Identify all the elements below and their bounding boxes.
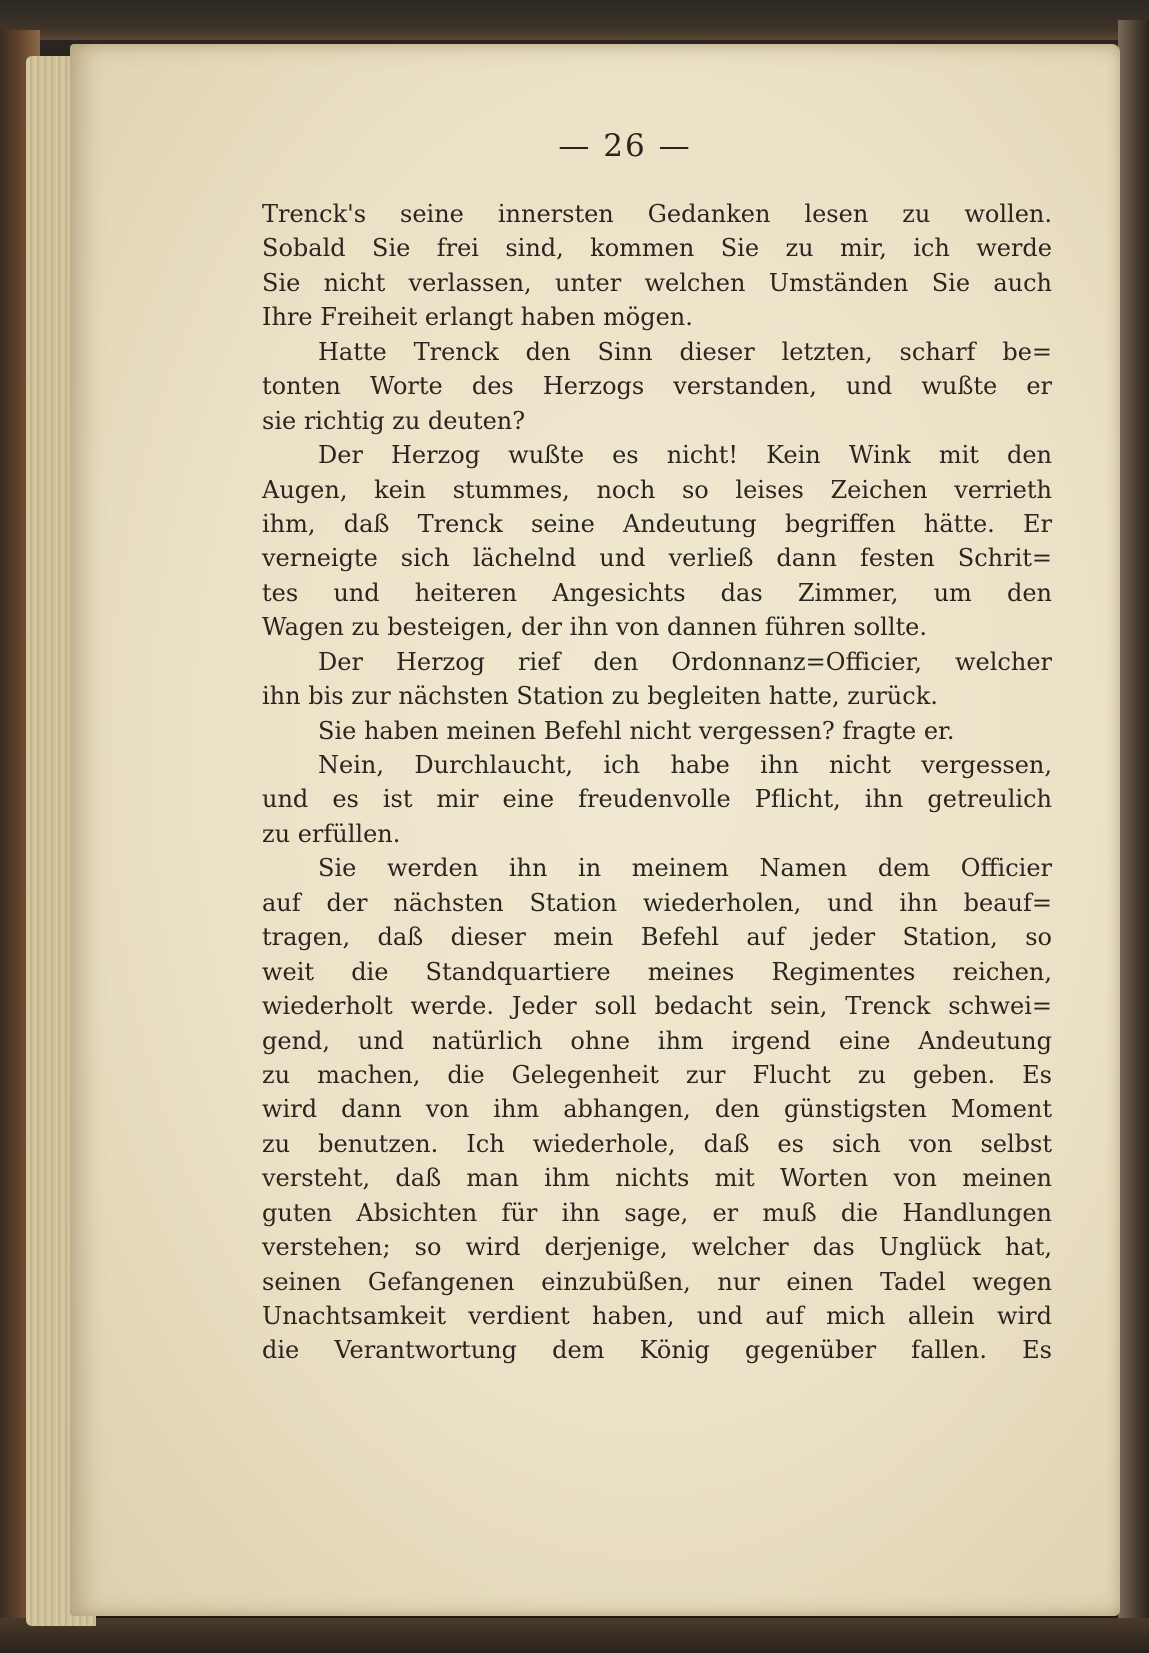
text-line: Hatte Trenck den Sinn dieser letzten, scharf be=: [318, 337, 1052, 366]
text-line: und es ist mir eine freudenvolle Pflicht, ihn getreulich: [262, 785, 1052, 814]
text-line: Wagen zu besteigen, der ihn von dannen führen sollte.: [262, 613, 927, 642]
text-line: sie richtig zu deuten?: [262, 406, 526, 435]
text-line: gend, und natürlich ohne ihm irgend eine Andeutung: [262, 1026, 1052, 1055]
page-number: — 26 —: [558, 128, 692, 164]
text-line: wiederholt werde. Jeder soll bedacht sein, Trenck schwei=: [262, 992, 1052, 1021]
text-line: guten Absichten für ihn sage, er muß die Handlungen: [262, 1198, 1052, 1227]
text-line: Unachtsamkeit verdient haben, und auf mich allein wird: [262, 1302, 1052, 1330]
text-line: Trenck's seine innersten Gedanken lesen zu wollen.: [262, 200, 1052, 228]
text-line: die Verantwortung dem König gegenüber fallen. Es: [262, 1336, 1052, 1365]
text-line: zu machen, die Gelegenheit zur Flucht zu geben. Es: [262, 1060, 1052, 1089]
text-line: Der Herzog rief den Ordonnanz=Officier, welcher: [318, 647, 1052, 676]
body-text: [262, 197, 1052, 1368]
book-cover-top-edge: [0, 0, 1149, 40]
text-line: weit die Standquartiere meines Regimentes reichen,: [262, 957, 1052, 986]
text-line: Augen, kein stummes, noch so leises Zeichen verrieth: [262, 475, 1052, 504]
text-line: Sie haben meinen Befehl nicht vergessen? fragte er.: [318, 716, 955, 745]
text-line: verstehen; so wird derjenige, welcher das Unglück hat,: [262, 1233, 1052, 1262]
text-line: Nein, Durchlaucht, ich habe ihn nicht vergessen,: [318, 751, 1052, 779]
book-cover-bottom-edge: [0, 1618, 1149, 1653]
text-line: auf der nächsten Station wiederholen, und ihn beauf=: [262, 888, 1052, 917]
text-line: seinen Gefangenen einzubüßen, nur einen Tadel wegen: [262, 1267, 1052, 1296]
text-line: ihn bis zur nächsten Station zu begleiten hatte, zurück.: [262, 682, 938, 711]
text-line: Sie werden ihn in meinem Namen dem Officier: [318, 854, 1052, 883]
text-line: tes und heiteren Angesichts das Zimmer, um den: [262, 578, 1052, 607]
text-line: Sobald Sie frei sind, kommen Sie zu mir, ich werde: [262, 234, 1052, 263]
text-line: Ihre Freiheit erlangt haben mögen.: [262, 303, 693, 332]
book-cover-right-edge: [1118, 20, 1149, 1640]
text-line: ihm, daß Trenck seine Andeutung begriffen hätte. Er: [262, 509, 1052, 538]
text-line: Der Herzog wußte es nicht! Kein Wink mit den: [318, 441, 1052, 470]
text-line: verneigte sich lächelnd und verließ dann festen Schrit=: [262, 544, 1052, 573]
text-line: zu benutzen. Ich wiederhole, daß es sich von selbst: [262, 1129, 1052, 1158]
text-line: wird dann von ihm abhangen, den günstigsten Moment: [262, 1095, 1052, 1124]
text-line: versteht, daß man ihm nichts mit Worten von meinen: [262, 1164, 1052, 1193]
text-line: tragen, daß dieser mein Befehl auf jeder Station, so: [262, 923, 1052, 952]
text-line: zu erfüllen.: [262, 819, 401, 848]
text-line: Sie nicht verlassen, unter welchen Umständen Sie auch: [262, 268, 1052, 297]
text-line: tonten Worte des Herzogs verstanden, und wußte er: [262, 372, 1052, 401]
